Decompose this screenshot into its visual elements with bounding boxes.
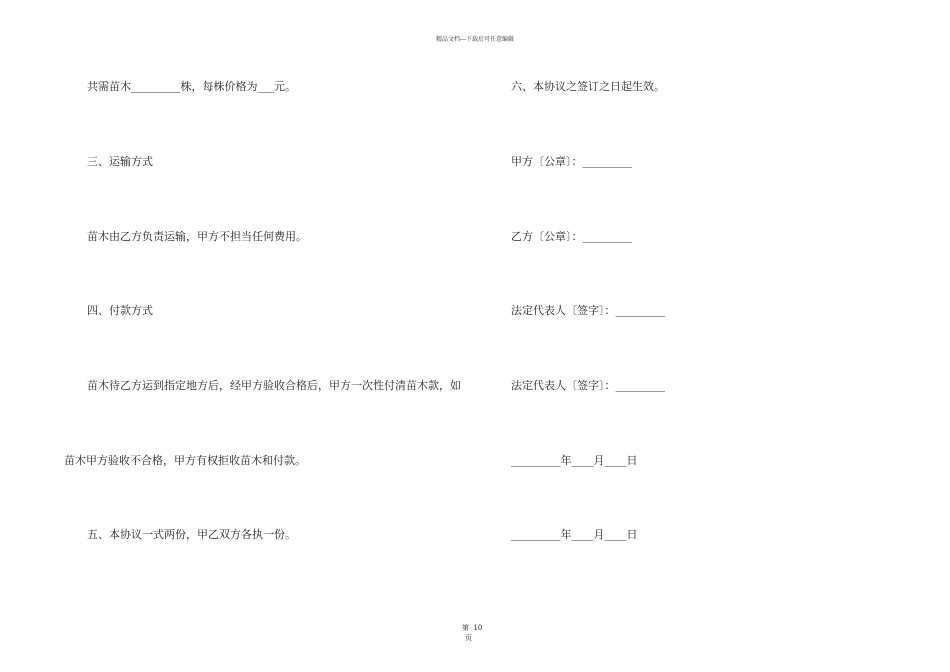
page-header: 精品文档---下载后可任意编辑 (435, 36, 515, 43)
right-line-effective: 六、本协议之签订之日起生效。 (511, 80, 665, 93)
right-line-date-a: _________年____月____日 (511, 454, 638, 467)
page-number: 第 10 (462, 624, 483, 632)
right-line-rep-signature-b: 法定代表人〔签字〕：_________ (511, 379, 665, 392)
left-line-payment-terms: 苗木待乙方运到指定地方后，经甲方验收合格后，甲方一次性付清苗木款，如 (87, 379, 461, 392)
page-number-suffix: 页 (465, 634, 472, 642)
left-line-quantity-price: 共需苗木_________株，每株价格为___元。 (87, 80, 296, 93)
right-line-party-a-seal: 甲方〔公章〕：_________ (511, 155, 632, 168)
right-line-rep-signature-a: 法定代表人〔签字〕：_________ (511, 304, 665, 317)
left-heading-transport: 三、运输方式 (87, 155, 153, 168)
left-heading-payment: 四、付款方式 (87, 304, 153, 317)
left-line-copies: 五、本协议一式两份，甲乙双方各执一份。 (87, 528, 296, 541)
right-line-date-b: _________年____月____日 (511, 528, 638, 541)
left-line-transport-terms: 苗木由乙方负责运输，甲方不担当任何费用。 (87, 230, 307, 243)
right-line-party-b-seal: 乙方〔公章〕：_________ (511, 230, 632, 243)
left-line-payment-terms-cont: 苗木甲方验收不合格，甲方有权拒收苗木和付款。 (64, 454, 306, 467)
